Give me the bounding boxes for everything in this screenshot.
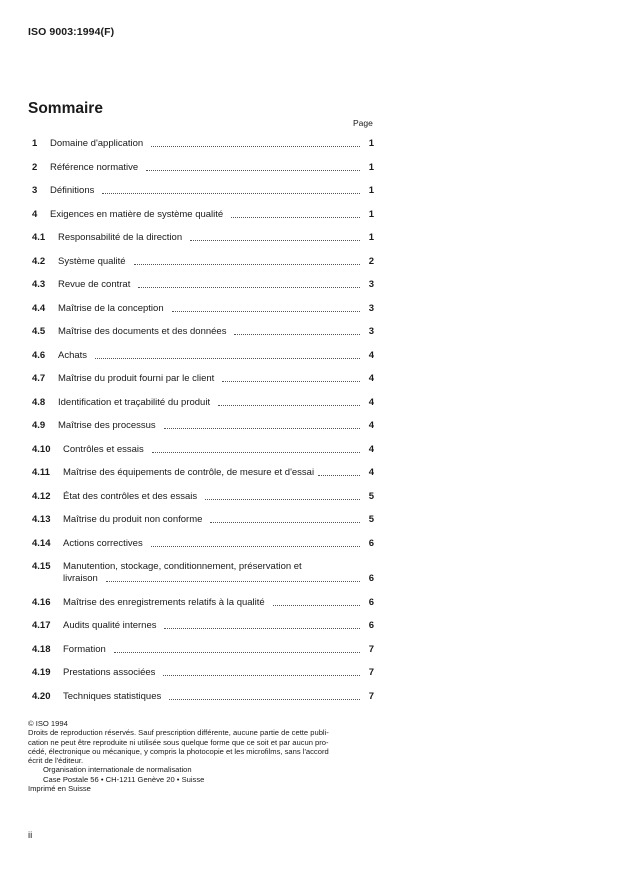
toc-entry-page: 1 xyxy=(368,138,374,149)
toc-entry-number: 4.12 xyxy=(32,490,51,502)
toc-entry-number: 4.2 xyxy=(32,255,46,267)
leader-dots xyxy=(190,239,360,241)
toc-entry-number: 4.6 xyxy=(32,349,46,361)
toc-entry-number: 4.15 xyxy=(32,561,51,572)
toc-entry-number: 4.14 xyxy=(32,537,51,549)
toc-entry-label: Revue de contrat xyxy=(58,279,131,290)
toc-entry[interactable] xyxy=(32,444,374,456)
toc-entry-page: 1 xyxy=(368,208,374,220)
toc-entry-label: Domaine d'application xyxy=(50,138,144,149)
toc-entry-label-line2 xyxy=(63,573,374,585)
toc-entry-page: 4 xyxy=(368,396,374,408)
toc-entry[interactable] xyxy=(32,209,374,221)
toc-entry-page: 7 xyxy=(368,643,374,655)
toc-entry-number: 1 xyxy=(32,138,38,149)
toc-entry-number: 4.18 xyxy=(32,643,51,655)
rights-notice-line: Droits de reproduction réservés. Sauf prescription différente, aucune partie de cette publi- xyxy=(28,728,329,738)
toc-entry-page: 4 xyxy=(368,443,374,455)
leader-dots xyxy=(106,580,360,582)
toc-entry-page: 4 xyxy=(368,373,374,384)
toc-entry-number: 2 xyxy=(32,161,38,173)
leader-dots xyxy=(114,651,360,653)
leader-dots xyxy=(164,427,360,429)
toc-entry-page: 4 xyxy=(368,349,374,361)
toc-entry-label: Identification et traçabilité du produit xyxy=(58,396,211,408)
toc-entry-label: Maîtrise du produit fourni par le client xyxy=(58,373,215,384)
toc-entry-label: Contrôles et essais xyxy=(63,443,144,455)
toc-entry[interactable] xyxy=(32,373,374,385)
toc-entry-label: Maîtrise des processus xyxy=(58,420,156,431)
toc-entry-page: 3 xyxy=(368,326,374,337)
toc-entry-page: 5 xyxy=(368,514,374,525)
rights-notice-line: cation ne peut être reproduite ni utilisée sous quelque forme que ce soit et par aucun pro- xyxy=(28,737,329,747)
copyright-line: © ISO 1994 xyxy=(28,719,68,728)
toc-entry-page: 7 xyxy=(368,690,374,702)
toc-entry-label: Audits qualité internes xyxy=(63,620,157,631)
toc-entry-number: 4 xyxy=(32,208,38,220)
toc-entry-number: 4.7 xyxy=(32,373,46,384)
toc-entry[interactable] xyxy=(32,162,374,174)
toc-entry[interactable] xyxy=(32,561,374,585)
toc-entry-page: 2 xyxy=(368,255,374,267)
page-number: ii xyxy=(28,830,33,841)
toc-entry-label-block xyxy=(63,561,374,585)
toc-entry-label: Maîtrise des documents et des données xyxy=(58,326,227,337)
copyright-block xyxy=(28,719,378,793)
toc-entry-label: État des contrôles et des essais xyxy=(63,490,198,502)
toc-entry-number: 4.5 xyxy=(32,326,46,337)
leader-dots xyxy=(134,263,360,265)
leader-dots xyxy=(95,357,360,359)
toc-entry[interactable] xyxy=(32,491,374,503)
toc-entry-number: 4.9 xyxy=(32,420,46,431)
toc-entry[interactable] xyxy=(32,326,374,338)
toc-entry-page: 1 xyxy=(368,232,374,243)
leader-dots xyxy=(151,145,360,147)
toc-entry-label: Manutention, stockage, conditionnement, préservation et xyxy=(63,561,302,572)
toc-entry-page: 5 xyxy=(368,490,374,502)
toc-entry-page: 6 xyxy=(368,537,374,549)
toc-entry-label: Exigences en matière de système qualité xyxy=(50,208,224,220)
toc-entry-label: Achats xyxy=(58,349,88,361)
toc-entry[interactable] xyxy=(32,397,374,409)
printed-in: Imprimé en Suisse xyxy=(28,784,91,794)
toc-entry[interactable] xyxy=(32,185,374,197)
toc-entry-page: 6 xyxy=(368,596,374,608)
organisation-name: Organisation internationale de normalisation xyxy=(43,765,192,775)
toc-entry-number: 4.1 xyxy=(32,232,46,243)
toc-entry[interactable] xyxy=(32,667,374,679)
toc-entry-label: Responsabilité de la direction xyxy=(58,232,183,243)
page-column-label: Page xyxy=(353,118,373,128)
toc-entry-page: 7 xyxy=(368,667,374,678)
toc-entry-label: Définitions xyxy=(50,185,95,196)
leader-dots xyxy=(138,286,360,288)
toc-entry[interactable] xyxy=(32,467,374,479)
leader-dots xyxy=(151,545,360,547)
leader-dots xyxy=(234,333,360,335)
toc-entry-label: Maîtrise des enregistrements relatifs à la qualité xyxy=(63,596,265,608)
toc-entry[interactable] xyxy=(32,597,374,609)
toc-entry-number: 4.10 xyxy=(32,443,51,455)
toc-entry-label: Système qualité xyxy=(58,255,126,267)
leader-dots xyxy=(205,498,360,500)
toc-entry-page: 6 xyxy=(368,620,374,631)
toc-entry[interactable] xyxy=(32,138,374,150)
toc-entry-number: 4.3 xyxy=(32,279,46,290)
toc-entry[interactable] xyxy=(32,644,374,656)
toc-entry[interactable] xyxy=(32,350,374,362)
toc-entry[interactable] xyxy=(32,256,374,268)
toc-entry-page: 3 xyxy=(368,279,374,290)
toc-entry-page: 1 xyxy=(368,185,374,196)
leader-dots xyxy=(102,192,360,194)
toc-entry-number: 4.20 xyxy=(32,690,51,702)
toc-entry-label: Maîtrise du produit non conforme xyxy=(63,514,203,525)
leader-dots xyxy=(210,521,360,523)
leader-dots xyxy=(163,674,360,676)
toc-entry[interactable] xyxy=(32,279,374,291)
toc-entry-number: 4.16 xyxy=(32,596,51,608)
toc-entry-number: 4.17 xyxy=(32,620,51,631)
toc-entry-number: 4.19 xyxy=(32,667,51,678)
leader-dots xyxy=(164,627,360,629)
toc-entry-number: 4.8 xyxy=(32,396,46,408)
toc-entry-page: 4 xyxy=(368,467,374,478)
organisation-address: Case Postale 56 • CH-1211 Genève 20 • Suisse xyxy=(43,774,205,784)
toc-entry-page: 1 xyxy=(368,161,374,173)
toc-entry-label: Techniques statistiques xyxy=(63,690,162,702)
toc-entry-number: 3 xyxy=(32,185,38,196)
toc-entry-number: 4.4 xyxy=(32,302,46,314)
toc-entry-number: 4.11 xyxy=(32,467,50,478)
rights-notice-line: écrit de l'éditeur. xyxy=(28,756,84,766)
toc-entry-label: Prestations associées xyxy=(63,667,156,678)
toc-entry-label: Actions correctives xyxy=(63,537,143,549)
leader-dots xyxy=(273,604,360,606)
leader-dots xyxy=(152,451,360,453)
rights-notice-line: cédé, électronique ou mécanique, y compris la photocopie et les microfilms, sans l'accord xyxy=(28,746,329,756)
leader-dots xyxy=(222,380,360,382)
leader-dots xyxy=(146,169,360,171)
toc-entry-label: Maîtrise de la conception xyxy=(58,302,164,314)
toc-entry-label: Formation xyxy=(63,643,106,655)
leader-dots xyxy=(172,310,360,312)
toc-entry-label: Référence normative xyxy=(50,161,139,173)
toc-entry[interactable] xyxy=(32,538,374,550)
toc-entry-page: 3 xyxy=(368,302,374,314)
toc-entry[interactable] xyxy=(32,514,374,526)
toc-entry-label: Maîtrise des équipements de contrôle, de mesure et d'essai xyxy=(63,467,315,478)
toc-entry[interactable] xyxy=(32,691,374,703)
toc-entry[interactable] xyxy=(32,303,374,315)
toc-entry-number: 4.13 xyxy=(32,514,51,525)
leader-dots xyxy=(318,474,360,476)
toc-entry[interactable] xyxy=(32,420,374,432)
toc-entry[interactable] xyxy=(32,620,374,632)
toc-entry-page: 6 xyxy=(368,573,374,584)
toc-entry-page: 4 xyxy=(368,420,374,431)
leader-dots xyxy=(169,698,360,700)
toc-title: Sommaire xyxy=(28,100,103,117)
leader-dots xyxy=(218,404,360,406)
document-header: ISO 9003:1994(F) xyxy=(28,26,115,38)
leader-dots xyxy=(231,216,360,218)
toc-entry-label-continued: livraison xyxy=(63,573,98,584)
toc-entry[interactable] xyxy=(32,232,374,244)
